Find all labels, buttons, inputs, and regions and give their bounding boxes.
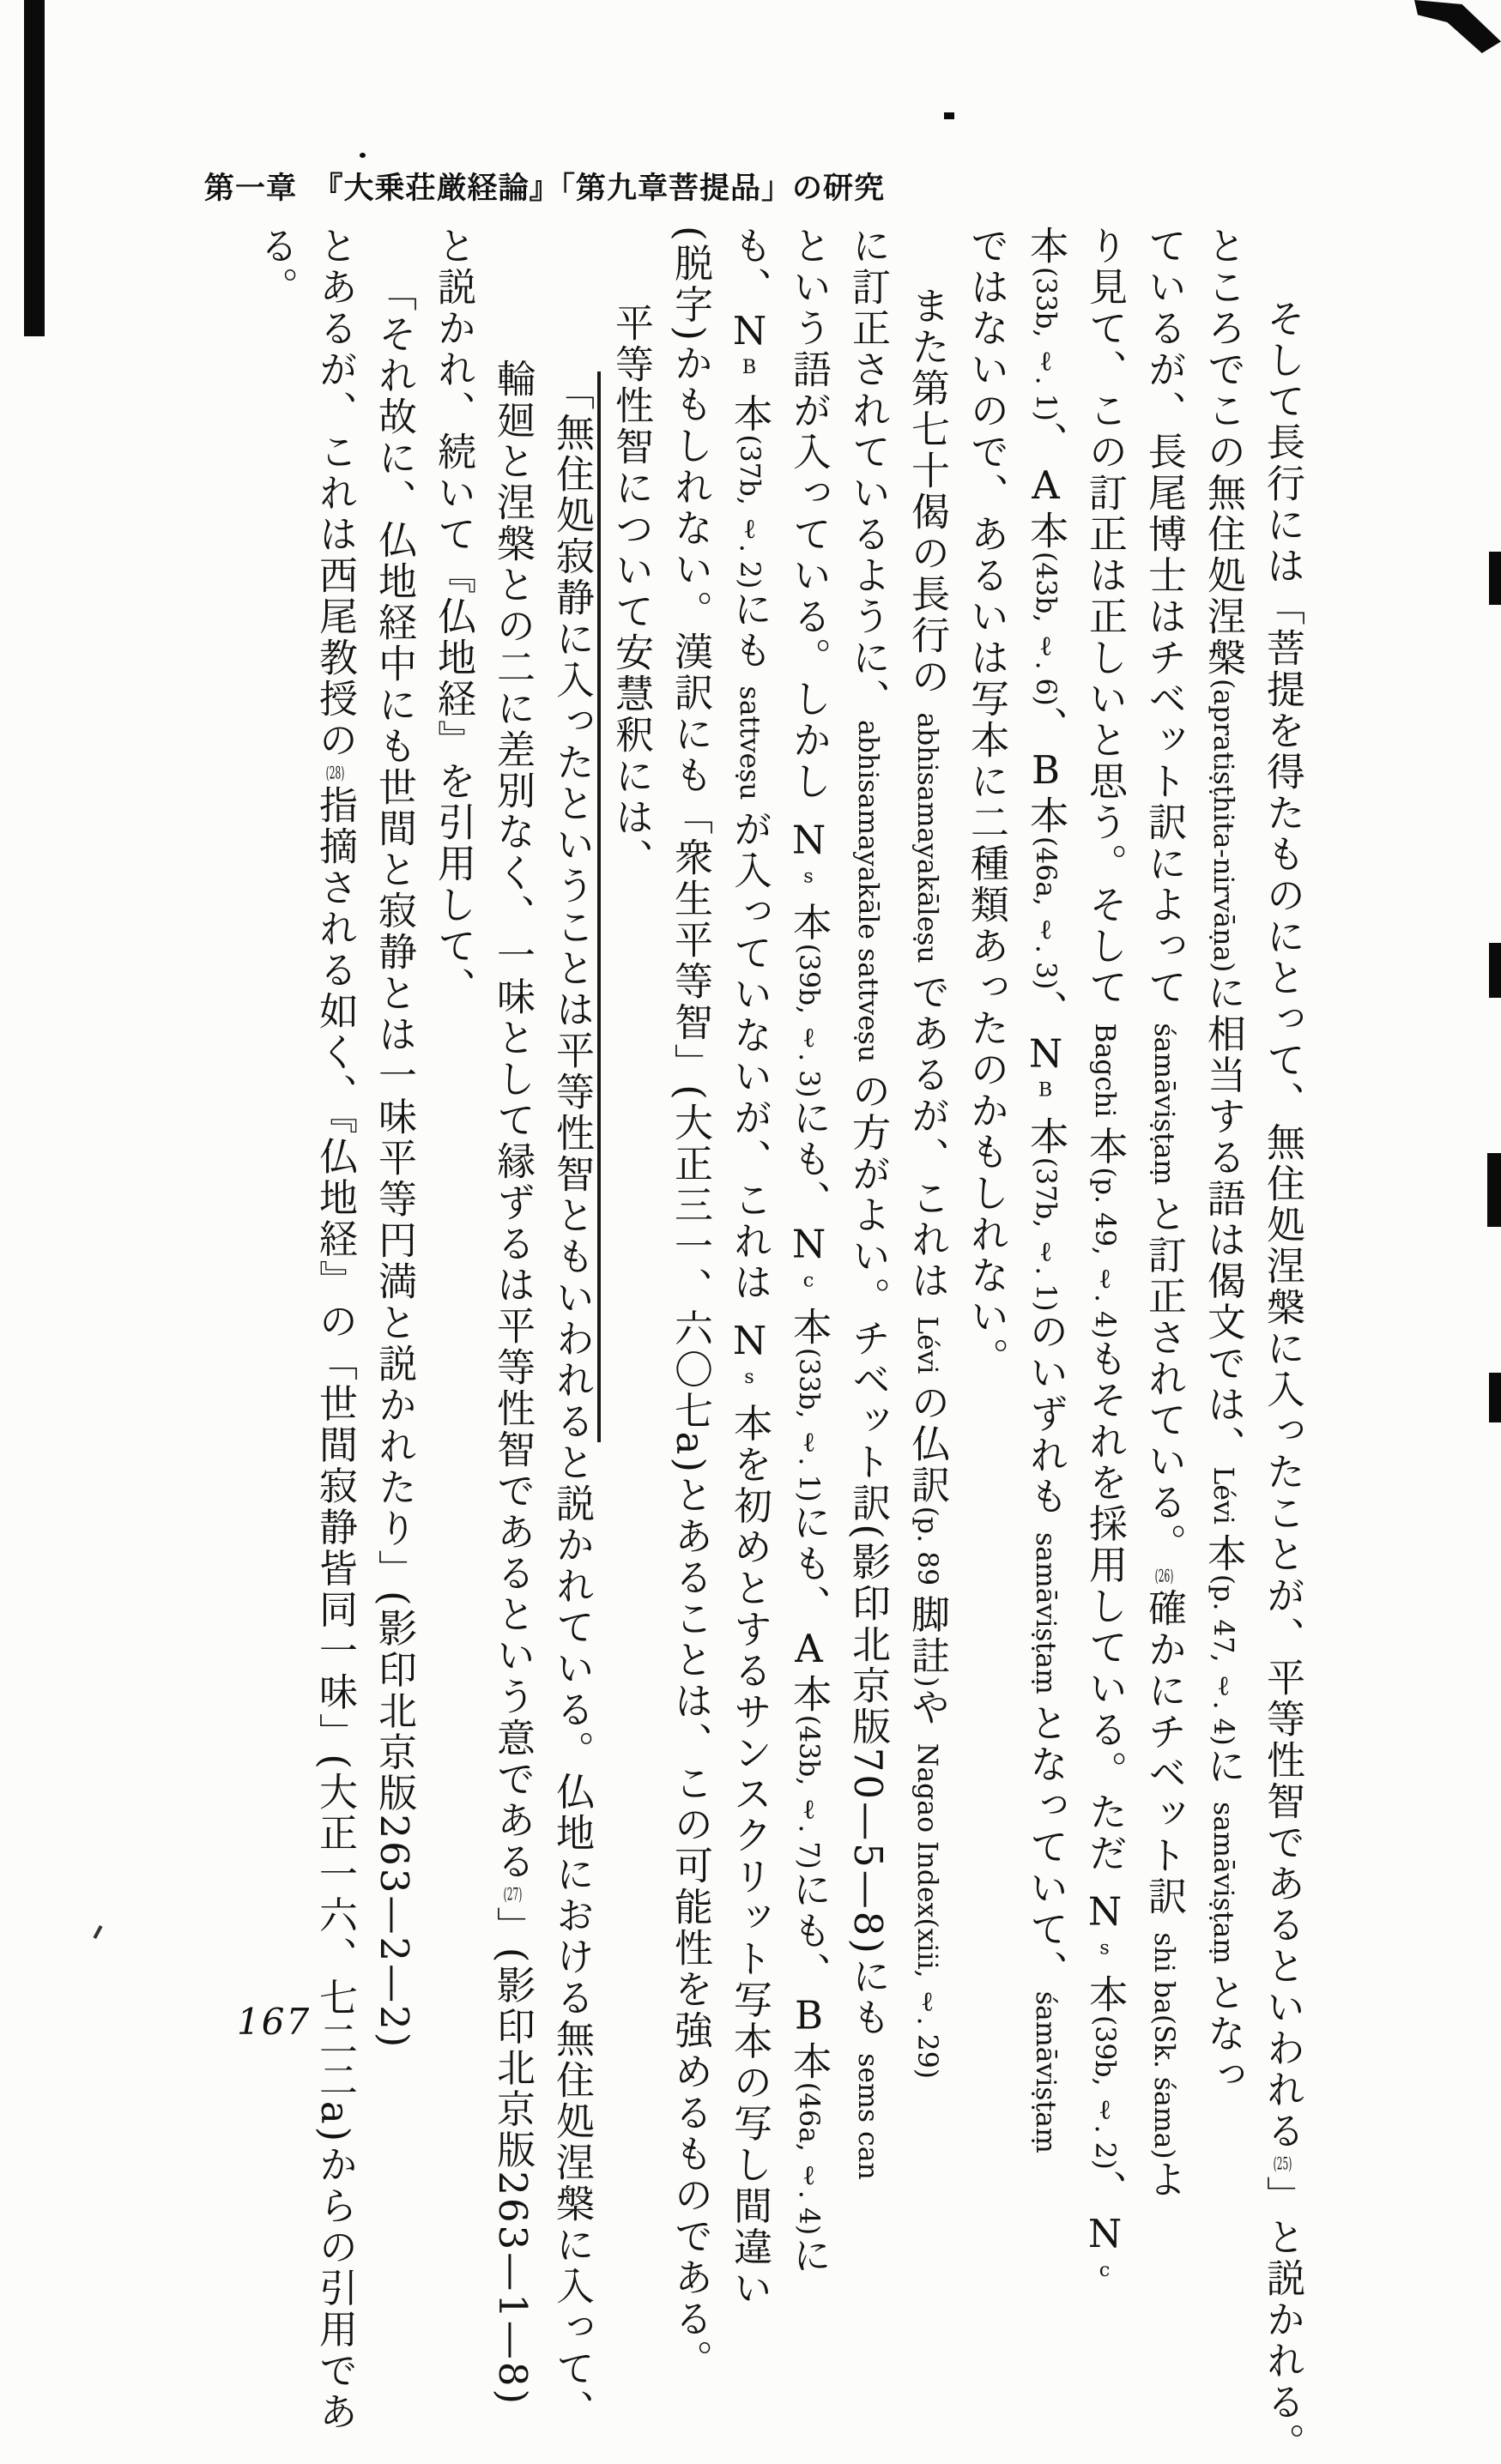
latin-text: (33b, ℓ. 1) — [793, 1347, 824, 1502]
latin-letter: A — [1023, 462, 1068, 510]
text-run: よ — [1141, 2159, 1187, 2201]
text-run: 、 — [1023, 420, 1068, 462]
text-run: の方がよい。チベット訳(影印北京版70—5—8)にも — [845, 1071, 891, 2054]
text-run: にも、 — [786, 1869, 832, 1993]
scan-mark-corner — [1414, 0, 1501, 53]
text-run: に相当する語は偈文では、 — [1201, 972, 1246, 1467]
text-run: のいずれも — [1023, 1311, 1068, 1532]
scan-mark-tick — [93, 1925, 102, 1939]
footnote-marker: (25) — [1273, 2155, 1292, 2172]
chapter-header: 第一章 『大乗荘厳経論』「第九章菩提品」の研究 — [204, 171, 886, 206]
text-run: と訂正されている。 — [1141, 1193, 1187, 1565]
footnote-marker: (26) — [1154, 1567, 1174, 1585]
subscript-letter: s — [1093, 1936, 1116, 1960]
scan-mark-left-bar — [24, 0, 45, 336]
text-run: 本 — [1023, 226, 1068, 267]
latin-text: (37b, ℓ. 1) — [1030, 1157, 1061, 1312]
text-column — [1141, 226, 1187, 2201]
latin-text: (p. 89 — [911, 1506, 942, 1595]
body-text — [227, 226, 1305, 2464]
latin-text: (p. 49, ℓ. 4) — [1089, 1167, 1120, 1339]
latin-letter: N — [727, 1318, 772, 1367]
text-column — [1201, 226, 1246, 2097]
text-run: 本 — [786, 1673, 832, 1715]
latin-text: samāviṣṭaṃ — [1030, 1531, 1061, 1703]
text-run: であるが、これは — [905, 971, 950, 1317]
text-column — [608, 226, 654, 2096]
text-run: 、 — [1082, 2169, 1128, 2211]
latin-text: Bagchi — [1089, 1023, 1120, 1126]
text-run: 」(影印北京版263—1—8) — [490, 1905, 536, 2407]
text-run: 本 — [1082, 1959, 1128, 2015]
text-column — [727, 226, 772, 2310]
latin-text: Lévi — [911, 1316, 942, 1383]
latin-text: sattveṣu — [734, 685, 765, 809]
text-column — [431, 226, 476, 2096]
text-run: にも、 — [786, 1097, 832, 1222]
text-run: となっ — [1201, 1972, 1246, 2097]
text-run: 脚註 — [905, 1594, 950, 1677]
text-run: とあるが、これは西尾教授の — [312, 226, 358, 761]
text-column — [786, 226, 832, 2277]
text-column — [490, 226, 536, 2407]
text-run: や — [905, 1687, 950, 1743]
text-column — [253, 226, 299, 2096]
text-run: 平等性智について安慧釈には、 — [608, 303, 654, 879]
scan-mark-edge — [1487, 1153, 1501, 1227]
text-run: が入っていないが、これは — [727, 808, 772, 1319]
text-run: ているが、長尾博士はチベット訳によって — [1141, 226, 1187, 1024]
text-run: に訂正されているように、 — [845, 226, 891, 720]
text-run: に — [1201, 1745, 1246, 1803]
text-run: 本を初めとするサンスクリット写本の写し間違い — [727, 1388, 772, 2310]
latin-text: abhisamayakāle sattveṣu — [852, 720, 883, 1072]
emphasized-quote: 「無住処寂静に入ったということは平等性智ともいわれる — [549, 371, 601, 1442]
latin-letter: N — [1082, 1888, 1128, 1937]
text-run: 、 — [1023, 705, 1068, 747]
text-column — [964, 226, 1009, 2096]
text-run: に — [786, 2235, 832, 2277]
text-run: の仏訳 — [905, 1382, 950, 1507]
text-run: にも — [727, 589, 772, 686]
text-run: ではないので、あるいは写本に二種類あったのかもしれない。 — [964, 226, 1009, 1379]
footnote-marker: (28) — [325, 764, 345, 782]
footnote-marker: (27) — [503, 1886, 523, 1903]
text-run: 本 — [727, 378, 772, 435]
latin-text: (46a, ℓ. 3) — [1030, 836, 1061, 990]
text-run: また第七十偈の長行の — [905, 286, 950, 713]
text-run: にも、 — [786, 1501, 832, 1626]
text-run: 本 — [786, 887, 832, 944]
text-run: (脱字)かもしれない。漢訳にも「衆生平等智」(大正三一、六〇七a)とあることは、この可能性を強めるものである。 — [668, 226, 713, 2382]
page-number: 167 — [237, 2001, 312, 2043]
subscript-letter: c — [797, 1269, 820, 1292]
text-run: 本 — [1201, 1532, 1246, 1574]
text-run: る。 — [253, 226, 299, 308]
text-column — [1260, 226, 1305, 2464]
subscript-letter: B — [738, 356, 760, 378]
latin-text: (39b, ℓ. 2) — [1089, 2015, 1120, 2170]
text-run: もそれを採用している。ただ — [1082, 1338, 1128, 1889]
text-run: も、 — [727, 226, 772, 308]
text-column — [845, 226, 891, 2180]
latin-text: (33b, ℓ. 1) — [1030, 267, 1061, 421]
text-column — [668, 226, 713, 2382]
latin-text: (43b, ℓ. 7) — [793, 1714, 824, 1869]
latin-text: ) — [911, 1676, 942, 1688]
latin-text: (37b, ℓ. 2) — [734, 434, 765, 589]
latin-text: śamāviṣṭaṃ — [1148, 1023, 1179, 1194]
latin-letter: N — [786, 817, 832, 866]
text-run: 指摘される如く、『仏地経』の「世間寂静皆同一味」(大正一六、七二二a)からの引用であ — [312, 784, 358, 2433]
subscript-letter: s — [797, 865, 820, 888]
scan-mark-edge — [1489, 1373, 1501, 1422]
text-run: という語が入っている。しかし — [786, 226, 832, 818]
text-column — [372, 226, 417, 2096]
latin-text: abhisamayakāleṣu — [911, 712, 942, 972]
text-column — [905, 226, 950, 2096]
scan-mark-dot — [944, 112, 954, 119]
text-run: 本 — [1023, 794, 1068, 836]
latin-text: (43b, ℓ. 6) — [1030, 551, 1061, 706]
latin-letter: N — [786, 1221, 832, 1270]
latin-letter: N — [1082, 2210, 1128, 2259]
text-run: 本 — [1023, 510, 1068, 552]
text-column — [1082, 226, 1128, 2281]
text-run: と説かれている。仏地における無住処涅槃に入って、 — [549, 1442, 595, 2431]
latin-text: samāviṣṭaṃ — [1207, 1802, 1238, 1973]
latin-text: sems can — [852, 2053, 883, 2180]
text-run: となっていて、 — [1023, 1702, 1068, 1991]
text-run: 本 — [786, 1291, 832, 1348]
scan-mark-dot — [360, 153, 366, 158]
text-run: 「それ故に、仏地経中にも世間と寂静とは一味平等円満と説かれたり」(影印北京版263—2—2) — [372, 273, 417, 2050]
latin-text: Lévi — [1207, 1466, 1238, 1533]
latin-letter: B — [786, 1992, 832, 2041]
subscript-letter: s — [738, 1366, 760, 1389]
latin-text: (p. 47, ℓ. 4) — [1207, 1573, 1238, 1746]
text-run: 確かにチベット訳 — [1141, 1588, 1187, 1933]
text-run: 輪廻と涅槃との二に差別なく、一味として縁ずるは平等性智であるという意である — [490, 359, 536, 1882]
latin-letter: N — [1023, 1030, 1068, 1079]
latin-letter: N — [727, 308, 772, 356]
text-column — [549, 226, 595, 2431]
text-column — [1023, 226, 1068, 2153]
text-run: と説かれ、続いて『仏地経』を引用して、 — [431, 226, 476, 1008]
text-run: 本 — [1023, 1101, 1068, 1157]
text-run: り見て、この訂正は正しいと思う。そして — [1082, 226, 1128, 1024]
latin-text: shi ba(Sk. śama) — [1148, 1932, 1179, 2159]
text-run: 」と説かれる。 — [1260, 2175, 1305, 2464]
latin-text: Nagao Index(xiii, ℓ. 29) — [911, 1742, 942, 2080]
latin-text: (46a, ℓ. 4) — [793, 2081, 824, 2236]
latin-letter: B — [1023, 746, 1068, 795]
latin-text: śamāviṣṭaṃ — [1030, 1990, 1061, 2153]
scan-mark-edge — [1489, 943, 1501, 998]
text-run: ところでこの無住処涅槃 — [1201, 226, 1246, 679]
text-column — [312, 226, 358, 2433]
text-run: そして長行には「菩提を得たものにとって、無住処涅槃に入ったことが、平等性智であるといわれる — [1260, 299, 1305, 2152]
latin-text: (apratiṣṭhita-nirvāṇa) — [1207, 679, 1238, 973]
text-run: 本 — [1082, 1126, 1128, 1168]
text-run: 、 — [1023, 989, 1068, 1031]
subscript-letter: c — [1093, 2258, 1116, 2281]
scan-mark-edge — [1489, 552, 1501, 605]
subscript-letter: B — [1034, 1078, 1056, 1102]
latin-text: (39b, ℓ. 3) — [793, 943, 824, 1098]
text-run: 本 — [786, 2040, 832, 2082]
latin-letter: A — [786, 1625, 832, 1674]
